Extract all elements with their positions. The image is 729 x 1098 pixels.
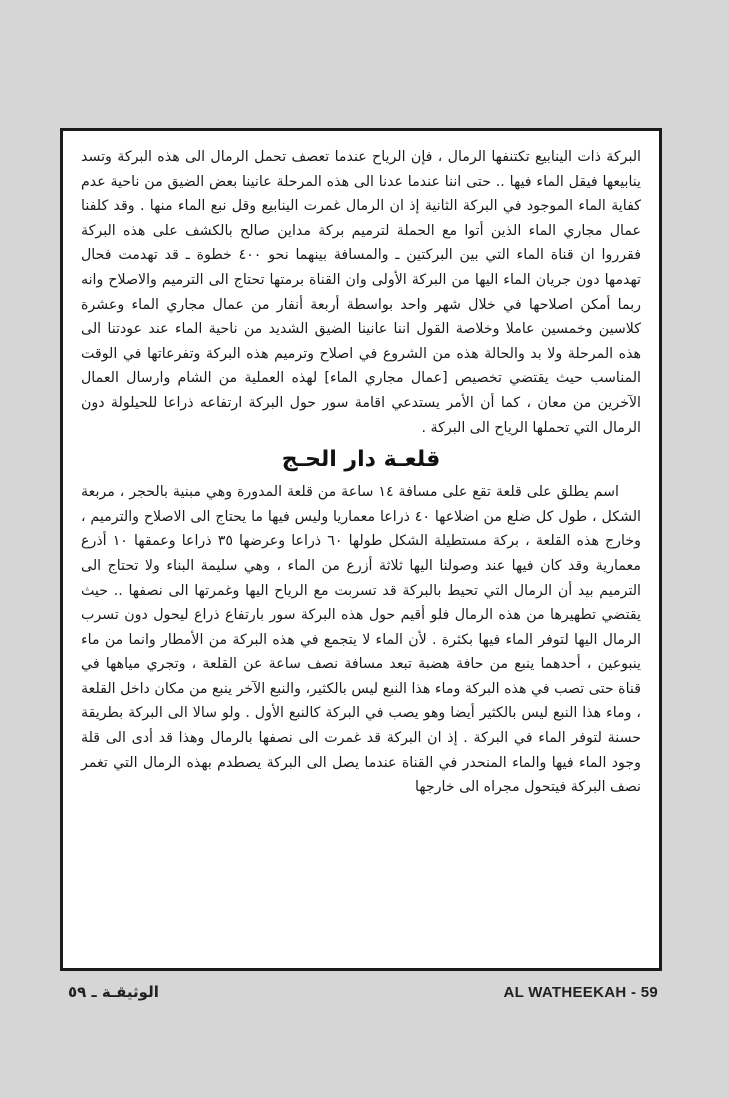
article-body — [81, 145, 641, 800]
footer-arabic-folio: الوثيقـة ـ ٥٩ — [68, 983, 159, 1001]
paragraph-continued: البركة ذات الينابيع تكتنفها الرمال ، فإن الرياح عندما تعصف تحمل الرمال الى هذه البركة وتسد ينابيعها فيقل الماء فيها .. حتى اننا عندما عدنا الى هذه المرحلة عانينا بعض الضيق من ناحية عدم كفاية الماء الموجود في البركة الثانية إذ ان الرمال غمرت الينابيع وقل نبع الماء منها . وقد كلفنا عمال مجاري الماء الذين أتوا مع الحملة لترميم بركة مداين صالح بالكشف على هذه البركة فقرروا ان قناة الماء التي بين البركتين ـ والمسافة بينهما نحو ٤٠٠ خطوة ـ قد تهدمت فحال تهدمها دون جريان الماء اليها من البركة الأولى وان القناة برمتها تحتاج الى الترميم والاصلاح وانه ربما أمكن اصلاحها في خلال شهر واحد بواسطة أربعة أنفار من عمال مجاري الماء وعشرة كلاسين وخمسين عاملا وخلاصة القول اننا عانينا الضيق الشديد من ناحية الماء عند عودتنا الى هذه المرحلة ولا بد والحالة هذه من الشروع في اصلاح وترميم هذه البركة وتفرعاتها في الوقت المناسب حيث يقتضي تخصيص [عمال مجاري الماء] لهذه العملية من الشام وارسال العمال الآخرين من معان ، كما أن الأمر يستدعي اقامة سور حول البركة ارتفاعه ذراعا للحيلولة دون الرمال التي تحملها الرياح الى البركة . — [81, 149, 641, 436]
page-footer — [68, 983, 658, 1003]
footer-latin-folio: AL WATHEEKAH - 59 — [503, 984, 658, 1001]
paragraph-dar-al-hajj: اسم يطلق على قلعة تقع على مسافة ١٤ ساعة من قلعة المدورة وهي مبنية بالحجر ، مربعة الشكل ، طول كل ضلع من اضلاعها ٤٠ ذراعا معماريا وليس فيها ما يحتاج الى الاصلاح والترميم ، وخارج هذه القلعة ، بركة مستطيلة الشكل طولها ٦٠ ذراعا وعرضها ٣٥ ذراعا وعمقها ١٠ أذرع معمارية وقد كان فيها عند وصولنا اليها ثلاثة أزرع من الماء ، وهي سليمة البناء ولا تحتاج الى الترميم بيد أن الرمال التي تحيط بالبركة قد تسربت مع الرياح اليها وغمرتها الى نصفها .. حيث يقتضي تطهيرها من هذه الرمال فلو أقيم حول هذه البركة سور بارتفاع ذراع ليحول دون تسرب الرمال اليها لتوفر الماء فيها بكثرة . لأن الماء لا يتجمع في هذه البركة من الأمطار وانما من ماء ينبوعين ، أحدهما ينبع من حافة هضبة تبعد مسافة نصف ساعة عن القلعة ، وتجري مياهها في قناة حتى تصب في هذه البركة وماء هذا النبع ليس بالكثير، والنبع الآخر ينبع من مكان داخل القلعة ، وماء هذا النبع ليس بالكثير أيضا وهو يصب في البركة كالنبع الأول . ولو سالا الى البركة بطريقة حسنة لتوفر الماء في البركة . إذ ان البركة قد غمرت الى نصفها بالرمال وهذا قد أدى الى قلة وجود الماء فيها والماء المنحدر في القناة عندما يصل الى البركة يصطدم بهذه الرمال التي تغمر نصف البركة فيتحول مجراه الى خارجها — [81, 484, 641, 796]
page-frame — [60, 128, 662, 971]
section-heading: قلعـة دار الحـج — [281, 447, 441, 473]
